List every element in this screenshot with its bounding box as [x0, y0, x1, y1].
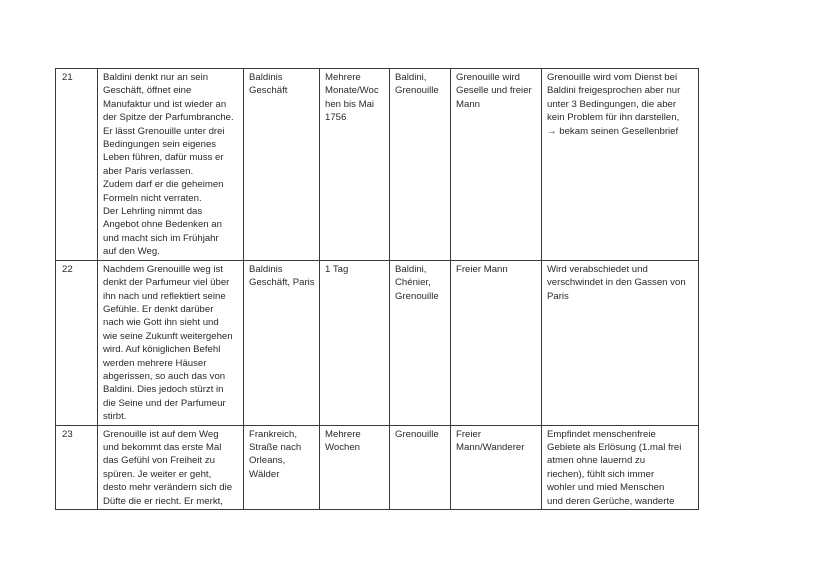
table-row	[56, 260, 699, 425]
status-cell: Grenouille wird Geselle und freier Mann	[451, 69, 542, 261]
place-cell: Baldinis Geschäft	[244, 69, 320, 261]
place-cell: Baldinis Geschäft, Paris	[244, 260, 320, 425]
description-cell: Baldini denkt nur an sein Geschäft, öffnet eine Manufaktur und ist wieder an der Spitze der Parfumbranche. Er lässt Grenouille unter drei Bedingungen sein eigenes Leben führen, dafür muss er aber Paris verlassen. Zudem darf er die geheimen Formeln nicht verraten. Der Lehrling nimmt das Angebot ohne Bedenken an und macht sich im Frühjahr auf den Weg.	[98, 69, 244, 261]
notes-cell: Wird verabschiedet und verschwindet in den Gassen von Paris	[542, 260, 699, 425]
chapter-number-cell: 22	[56, 260, 98, 425]
chapter-table-container	[55, 68, 698, 507]
table-row	[56, 69, 699, 261]
time-cell: 1 Tag	[320, 260, 390, 425]
status-cell: Freier Mann/Wanderer	[451, 425, 542, 509]
status-cell: Freier Mann	[451, 260, 542, 425]
description-cell: Grenouille ist auf dem Weg und bekommt das erste Mal das Gefühl von Freiheit zu spüren. Je weiter er geht, desto mehr verändern sich die Düfte die er riecht. Er merkt,	[98, 425, 244, 509]
time-cell: Mehrere Wochen	[320, 425, 390, 509]
notes-cell: Grenouille wird vom Dienst bei Baldini freigesprochen aber nur unter 3 Bedingungen, die aber kein Problem für ihn darstellen, → bekam seinen Gesellenbrief	[542, 69, 699, 261]
chapter-table	[55, 68, 699, 510]
place-cell: Frankreich, Straße nach Orleans, Wälder	[244, 425, 320, 509]
chapter-number-cell: 23	[56, 425, 98, 509]
persons-cell: Grenouille	[390, 425, 451, 509]
persons-cell: Baldini, Chénier, Grenouille	[390, 260, 451, 425]
table-row	[56, 425, 699, 509]
time-cell: Mehrere Monate/Woc hen bis Mai 1756	[320, 69, 390, 261]
description-cell: Nachdem Grenouille weg ist denkt der Parfumeur viel über ihn nach und reflektiert seine Gefühle. Er denkt darüber nach wie Gott ihn sieht und wie seine Zukunft weitergehen wird. Auf königlichen Befehl werden mehrere Häuser abgerissen, so auch das von Baldini. Dies jedoch stürzt in die Seine und der Parfumeur stirbt.	[98, 260, 244, 425]
notes-cell: Empfindet menschenfreie Gebiete als Erlösung (1.mal frei atmen ohne lauernd zu riechen), fühlt sich immer wohler und mied Menschen und deren Gerüche, wanderte	[542, 425, 699, 509]
persons-cell: Baldini, Grenouille	[390, 69, 451, 261]
chapter-number-cell: 21	[56, 69, 98, 261]
